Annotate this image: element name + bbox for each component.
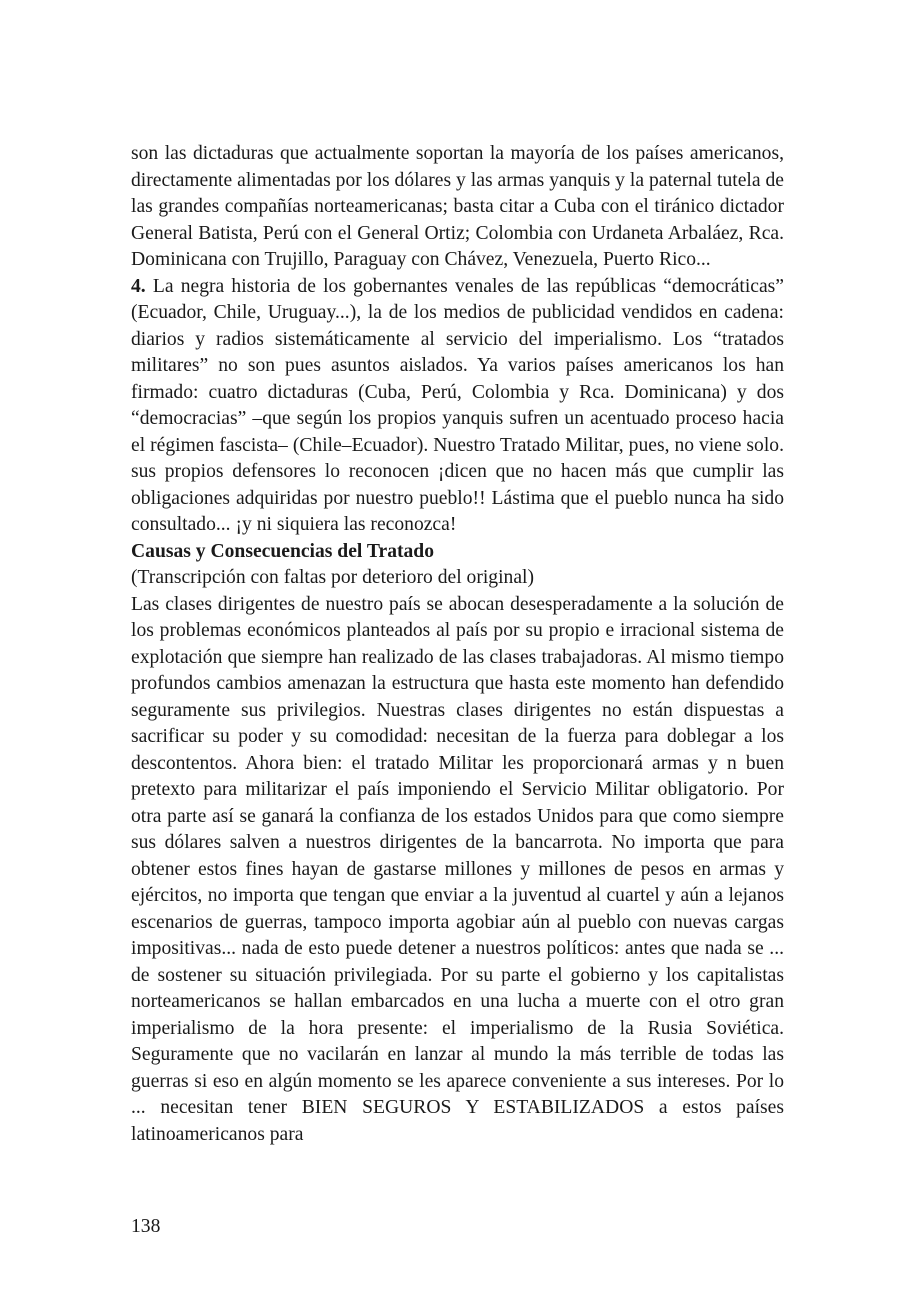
section-heading: Causas y Consecuencias del Tratado	[131, 540, 435, 562]
page-number: 138	[131, 1216, 161, 1237]
body-paragraph: Las clases dirigentes de nuestro país se abocan desesperadamente a la solución de los problemas económicos planteados al país por su propio e irracional sistema de explotación que siempre han realizado de las clases trabajadoras. Al mismo tiempo profundos cambios amenazan la estructura que hasta este momento han defendido seguramente sus privilegios. Nuestras clases dirigentes no están dispuestas a sacrificar su poder y su comodidad: necesitan de la fuerza para doblegar a los descontentos. Ahora bien: el tratado Militar les proporcionará armas y n buen pretexto para militarizar el país imponiendo el Servicio Militar obligatorio. Por otra parte así se ganará la confianza de los estados Unidos para que como siempre sus dólares salven a nuestros dirigentes de la bancarrota. No importa que para obtener estos fines hayan de gastarse millones y millones de pesos en armas y ejércitos, no importa que tengan que enviar a la juventud al cuartel y aún a lejanos escenarios de guerras, tampoco importa agobiar aún al pueblo con nuevas cargas impositivas... nada de esto puede detener a nuestros políticos: antes que nada se ... de sostener su situación privilegiada. Por su parte el gobierno y los capitalistas norteamericanos se hallan embarcados en una lucha a muerte con el otro gran imperialismo de la hora presente: el imperialismo de la Rusia Soviética. Seguramente que no vacilarán en lanzar al mundo la más terrible de todas las guerras si eso en algún momento se les aparece conveniente a sus intereses. Por lo ... necesitan tener BIEN SEGUROS Y ESTABILIZADOS a estos países latinoamericanos para	[131, 593, 784, 1145]
body-paragraph: son las dictaduras que actualmente soportan la mayoría de los países americanos, directamente alimentadas por los dólares y las armas yanquis y la paternal tutela de las grandes compañías norteamericanas; basta citar a Cuba con el tiránico dictador General Batista, Perú con el General Ortiz; Colombia con Urdaneta Arbaláez, Rca. Dominicana con Trujillo, Paraguay con Chávez, Venezuela, Puerto Rico...	[131, 143, 784, 270]
page-body	[131, 141, 784, 1148]
section-note: (Transcripción con faltas por deterioro del original)	[131, 567, 535, 588]
numbered-point	[131, 274, 784, 539]
point-number: 4.	[131, 275, 146, 297]
point-text: La negra historia de los gobernantes venales de las repúblicas “democráticas” (Ecuador, Chile, Uruguay...), la de los medios de publicidad vendidos en cadena: diarios y radios sistemáticamente al servicio del imperialismo. Los “tratados militares” no son pues asuntos aislados. Ya varios países americanos los han firmado: cuatro dictaduras (Cuba, Perú, Colombia y Rca. Dominicana) y dos “democracias” –que según los propios yanquis sufren un acentuado proceso hacia el régimen fascista– (Chile–Ecuador). Nuestro Tratado Militar, pues, no viene solo. sus propios defensores lo reconocen ¡dicen que no hacen más que cumplir las obligaciones adquiridas por nuestro pueblo!! Lástima que el pueblo nunca ha sido consultado... ¡y ni siquiera las reconozca!	[131, 275, 784, 535]
